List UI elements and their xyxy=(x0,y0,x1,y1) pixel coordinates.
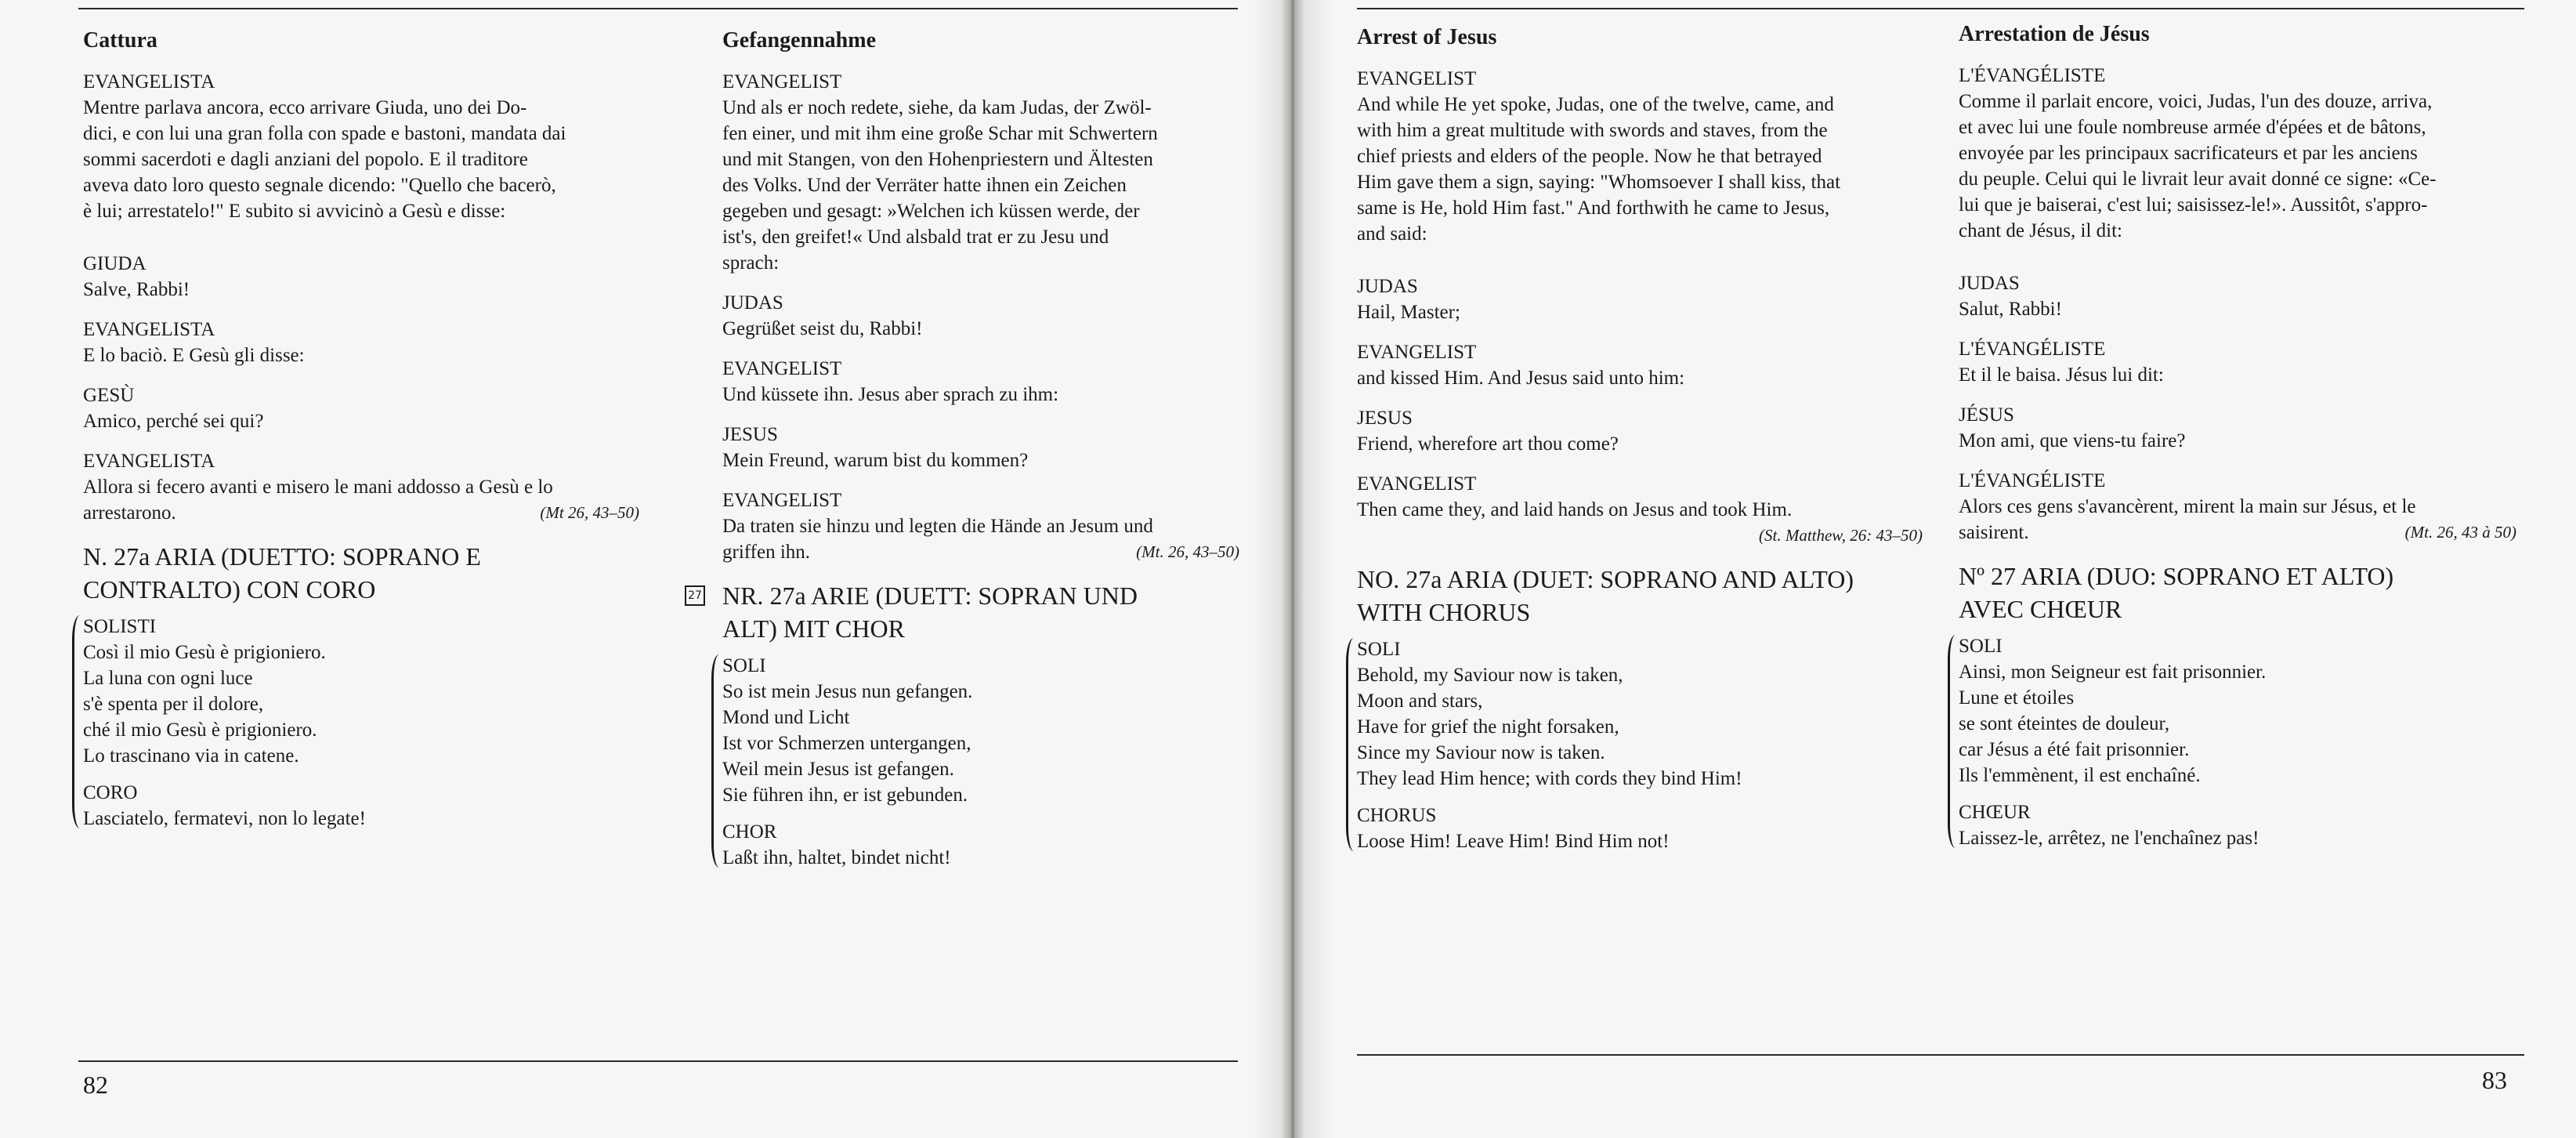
narration-text: Alors ces gens s'avancèrent, mirent la main sur Jésus, et le xyxy=(1959,496,2416,517)
narration-text: griffen ihn. xyxy=(722,542,811,563)
narration-text: Comme il parlait encore, voici, Judas, l'un des douze, arriva, et avec lui une foule nombreuse armée d'épées et de bâtons, envoyée par les principaux sacrificateurs et par les anciens du peuple. Celui qui le livrait leur avait donné ce signe: «Ce- lui que je baiserai, c'est lui; saisissez-le!». Aussitôt, s'appro- chant de Jésus, il dit: xyxy=(1959,91,2437,241)
soli-label: SOLI xyxy=(1959,636,2003,657)
narration-text: E lo baciò. E Gesù gli disse: xyxy=(83,345,305,366)
brace-icon xyxy=(1948,635,1958,848)
speaker-label: EVANGELIST xyxy=(722,490,842,511)
narration-text: Und küssete ihn. Jesus aber sprach zu ihm: xyxy=(722,384,1059,405)
choir-label: CORO xyxy=(83,782,138,803)
section-heading: Arrest of Jesus xyxy=(1357,25,1497,49)
scripture-reference: (Mt. 26, 43 à 50) xyxy=(2404,523,2516,542)
bottom-rule xyxy=(78,1060,1238,1062)
dialogue-text: Hail, Master; xyxy=(1357,302,1460,323)
section-heading: Cattura xyxy=(83,28,157,53)
aria-title: NO. 27a ARIA (DUET: SOPRANO AND ALTO) WITH CHORUS xyxy=(1357,565,1854,626)
soli-label: SOLI xyxy=(1357,639,1401,660)
aria-body xyxy=(1959,633,2516,851)
narration-ref-line xyxy=(1959,520,2516,545)
soli-label: SOLISTI xyxy=(83,616,157,637)
aria-body xyxy=(722,653,1239,871)
scripture-reference: (Mt. 26, 43–50) xyxy=(1136,542,1239,561)
dialogue-text: Mon ami, que viens-tu faire? xyxy=(1959,430,2186,451)
choir-label: CHOR xyxy=(722,821,777,843)
narration-text: and kissed Him. And Jesus said unto him: xyxy=(1357,368,1685,389)
speaker-label: EVANGELIST xyxy=(1357,342,1477,363)
narration-ref-line xyxy=(83,500,639,526)
narration-text: Et il le baisa. Jésus lui dit: xyxy=(1959,364,2164,386)
aria-body xyxy=(1357,636,1923,854)
dialogue-text: Salve, Rabbi! xyxy=(83,279,190,300)
brace-icon xyxy=(1346,638,1356,851)
french-column xyxy=(1959,20,2516,851)
page-number: 82 xyxy=(83,1071,108,1099)
soli-label: SOLI xyxy=(722,655,766,676)
choir-text: Loose Him! Leave Him! Bind Him not! xyxy=(1357,831,1670,852)
section-heading: Arrestation de Jésus xyxy=(1959,22,2150,46)
choir-text: Lasciatelo, fermatevi, non lo legate! xyxy=(83,808,366,829)
brace-icon xyxy=(72,615,82,828)
speaker-label: JÉSUS xyxy=(1959,404,2014,426)
narration-text: And while He yet spoke, Judas, one of the twelve, came, and with him a great multitude with swords and staves, from the chief priests and elders of the people. Now he that betrayed Him gave them a sign, saying: "Whomsoever I shall kiss, that same is He, hold Him fast." And forthwith he came to Jesus, and said: xyxy=(1357,94,1841,245)
choir-label: CHŒUR xyxy=(1959,802,2031,823)
italian-column xyxy=(83,27,639,832)
speaker-label: EVANGELISTA xyxy=(83,71,215,92)
speaker-label: GESÙ xyxy=(83,385,135,406)
soli-text: Ainsi, mon Seigneur est fait prisonnier. Lune et étoiles se sont éteintes de douleur, car Jésus a été fait prisonnier. Ils l'emmènent, il est enchaîné. xyxy=(1959,661,2267,786)
narration-ref-line xyxy=(722,539,1239,565)
choir-text: Laissez-le, arrêtez, ne l'enchaînez pas! xyxy=(1959,828,2259,849)
dialogue-text: Gegrüßet seist du, Rabbi! xyxy=(722,318,923,339)
speaker-label: L'ÉVANGÉLISTE xyxy=(1959,339,2106,360)
speaker-label: JUDAS xyxy=(1959,273,2020,294)
speaker-label: JESUS xyxy=(1357,408,1413,429)
speaker-label: JUDAS xyxy=(722,292,783,313)
narration-text: saisirent. xyxy=(1959,522,2029,543)
right-page xyxy=(1294,0,2576,1138)
scripture-reference: (St. Matthew, 26: 43–50) xyxy=(1759,526,1923,545)
speaker-label: EVANGELISTA xyxy=(83,319,215,340)
speaker-label: EVANGELIST xyxy=(722,358,842,379)
number-badge-icon: 27 xyxy=(685,585,705,606)
narration-text: Und als er noch redete, siehe, da kam Judas, der Zwöl- fen einer, und mit ihm eine große Schar mit Schwertern und mit Stangen, von den Hohenpriestern und Ältesten des Volks. Und der Verräter hatte ihnen ein Zeichen gegeben und gesagt: »Welchen ich küssen werde, der ist's, den greifet!« Und alsbald trat er zu Jesu und sprach: xyxy=(722,97,1158,274)
narration-text: Allora si fecero avanti e misero le mani addosso a Gesù e lo xyxy=(83,477,553,498)
choir-text: Laßt ihn, haltet, bindet nicht! xyxy=(722,847,951,868)
dialogue-text: Amico, perché sei qui? xyxy=(83,411,264,432)
brace-icon xyxy=(711,654,722,868)
page-number: 83 xyxy=(2482,1066,2507,1094)
narration-ref-line xyxy=(1357,523,1923,549)
dialogue-text: Mein Freund, warum bist du kommen? xyxy=(722,450,1029,471)
speaker-label: L'ÉVANGÉLISTE xyxy=(1959,470,2106,491)
choir-label: CHORUS xyxy=(1357,805,1437,826)
aria-title: N. 27a ARIA (DUETTO: SOPRANO E CONTRALTO) CON CORO xyxy=(83,542,481,603)
speaker-label: GIUDA xyxy=(83,253,147,274)
speaker-label: JESUS xyxy=(722,424,778,445)
scripture-reference: (Mt 26, 43–50) xyxy=(540,503,639,522)
english-column xyxy=(1357,24,1923,854)
speaker-label: L'ÉVANGÉLISTE xyxy=(1959,65,2106,86)
soli-text: So ist mein Jesus nun gefangen. Mond und Licht Ist vor Schmerzen untergangen, Weil mein Jesus ist gefangen. Sie führen ihn, er ist gebunden. xyxy=(722,681,973,806)
german-column xyxy=(688,27,1239,871)
aria-body xyxy=(83,614,639,832)
bottom-rule xyxy=(1357,1054,2524,1056)
dialogue-text: Friend, wherefore art thou come? xyxy=(1357,433,1619,455)
speaker-label: EVANGELISTA xyxy=(83,451,215,472)
top-rule xyxy=(1357,8,2524,9)
soli-text: Così il mio Gesù è prigioniero. La luna con ogni luce s'è spenta per il dolore, ché il mio Gesù è prigioniero. Lo trascinano via in catene. xyxy=(83,642,326,767)
speaker-label: EVANGELIST xyxy=(722,71,842,92)
aria-title: NR. 27a ARIE (DUETT: SOPRAN UND ALT) MIT CHOR xyxy=(722,582,1138,643)
speaker-label: EVANGELIST xyxy=(1357,68,1477,89)
top-rule xyxy=(78,8,1238,9)
aria-title-row xyxy=(688,579,1239,645)
narration-text: Then came they, and laid hands on Jesus and took Him. xyxy=(1357,499,1793,520)
speaker-label: JUDAS xyxy=(1357,276,1418,297)
aria-title: Nº 27 ARIA (DUO: SOPRANO ET ALTO) AVEC CHŒUR xyxy=(1959,562,2394,623)
narration-text: arrestarono. xyxy=(83,502,176,524)
narration-text: Mentre parlava ancora, ecco arrivare Giuda, uno dei Do- dici, e con lui una gran folla con spade e bastoni, mandata dai sommi sacerdoti e dagli anziani del popolo. E il traditore aveva dato loro questo segnale dicendo: "Quello che bacerò, è lui; arrestatelo!" E subito si avvicinò a Gesù e disse: xyxy=(83,97,566,222)
speaker-label: EVANGELIST xyxy=(1357,473,1477,495)
soli-text: Behold, my Saviour now is taken, Moon and stars, Have for grief the night forsaken, Since my Saviour now is taken. They lead Him hence; with cords they bind Him! xyxy=(1357,665,1742,789)
narration-text: Da traten sie hinzu und legten die Hände an Jesum und xyxy=(722,516,1153,537)
section-heading: Gefangennahme xyxy=(722,28,876,53)
dialogue-text: Salut, Rabbi! xyxy=(1959,299,2062,320)
